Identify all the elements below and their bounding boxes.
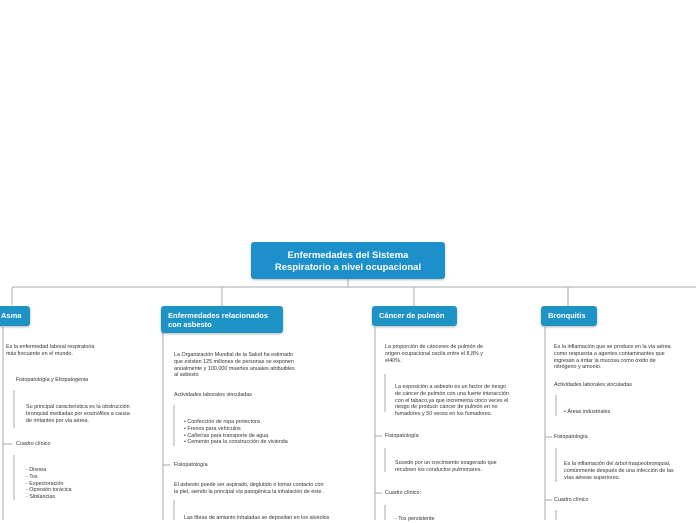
bronquitis-actividades-heading: Actividades laborales vinculadas	[554, 382, 632, 388]
cancer-symptom-tos: - Tos persistente	[395, 516, 435, 522]
asma-definition: Es la enfermedad laboral respiratoria más frecuente en el mundo.	[6, 344, 95, 357]
central-topic-title: Enfermedades del Sistema Respiratorio a nivel ocupacional	[274, 250, 422, 273]
asbesto-actividades-heading: Actividades laborales vinculadas	[174, 392, 252, 398]
asma-fisiopatologia-text: Su principal característica es la obstrucción bronquial mediadas por eosinófilos a causa de irritantes por vía aérea.	[26, 404, 130, 424]
bronquitis-actividades-list: • Áreas industriales	[564, 409, 611, 415]
central-topic[interactable]	[251, 242, 445, 279]
branch-cancer[interactable]	[372, 306, 457, 326]
cancer-fisiopatologia-heading: Fisiopatología	[385, 433, 419, 439]
asbesto-fisiopatologia-heading: Fisiopatología	[174, 462, 208, 468]
asbesto-actividades-list: • Confección de ropa protectora • Frenos para vehículos • Cañerías para transporte de agua • Cemento para la construcción de vivienda	[184, 419, 288, 446]
asbesto-oms-text: La Organización Mundial de la Salud ha estimado que existen 125 millones de personas se exponen anualmente y 100.000 muertes anuales atribuibles al asbesto	[174, 352, 295, 379]
bronquitis-fisiopatologia-heading: Fisiopatología	[554, 434, 588, 440]
asma-cuadro-heading: Cuadro clínico	[16, 441, 51, 447]
branch-bronquitis-label: Bronquitis	[548, 311, 586, 320]
bronquitis-fisiopatologia-text: Es la inflamación del árbol traqueobronquial, comúnmente después de una infección de las vías aéreas superiores.	[564, 461, 674, 481]
branch-asma-label: Asma	[1, 311, 22, 320]
cancer-fisiopatologia-text: Sucede por un crecimiento exagerado que recubren los conductos pulmonares.	[395, 460, 497, 473]
cancer-asbesto-text: La exposición a asbesto es un factor de riesgo de cáncer de pulmón con una fuerte interacción con el tabaco,ya que incrementa cinco veces el riesgo de producir cáncer de pulmón en no fumadores y 50 veces en los fumadores.	[395, 384, 509, 418]
cancer-cuadro-heading: Cuadro clínico:	[385, 490, 421, 496]
branch-asma[interactable]	[0, 306, 30, 326]
asma-symptoms-list: - Disnea - Tos - Expectoración - Opresión torácica - Sibilancias	[26, 467, 72, 501]
branch-cancer-label: Cáncer de pulmón	[379, 311, 445, 320]
bronquitis-definition: Es la inflamación que se produce en la vía aérea como respuesta a agentes contaminantes que ingresan a irritar la mucosa como óxido de nitrógeno y amonio.	[554, 344, 671, 371]
asma-fisiopatologia-heading: Fisiopatología y Etiopatogenia	[16, 377, 89, 383]
asbesto-fisiopatologia-text: El asbesto puede ser aspirado, deglutido o tomar contacto con la piel, siendo la principal vía patogénica la inhalación de éste.	[174, 482, 324, 495]
branch-asbesto[interactable]	[161, 306, 283, 333]
cancer-proporcion-text: La proporción de cánceres de pulmón de origen ocupacional oscila entre el 8,8% y el40%.	[385, 344, 483, 364]
branch-asbesto-label: Enfermedades relacionados con asbesto	[168, 311, 269, 329]
asbesto-fibras-text: Las fibras de amianto inhaladas se depositan en los alvéolos	[184, 515, 330, 521]
branch-bronquitis[interactable]	[541, 306, 597, 326]
bronquitis-cuadro-heading: Cuadro clínico	[554, 497, 589, 503]
